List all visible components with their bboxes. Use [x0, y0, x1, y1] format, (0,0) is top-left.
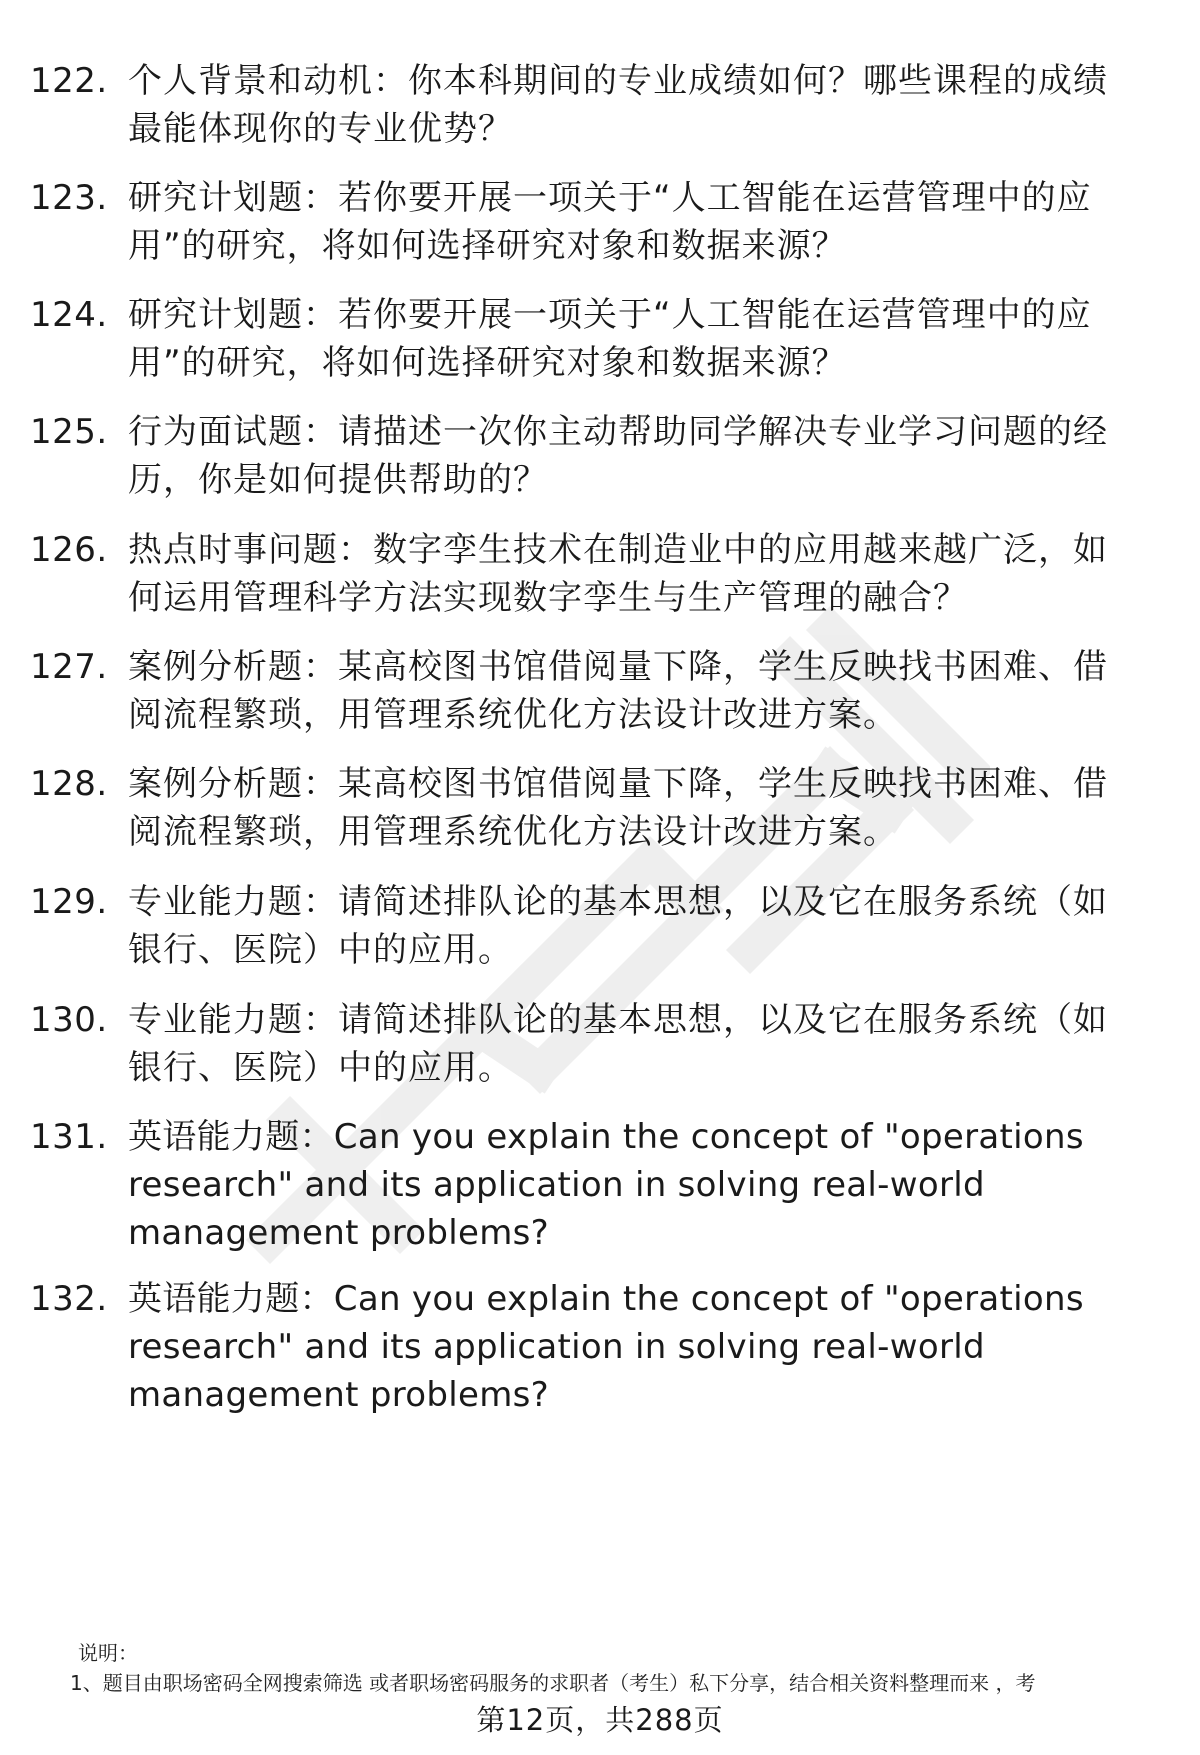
- question-text: 英语能力题：Can you explain the concept of "operations research" and its application in solving real-world management problems?: [128, 1279, 1084, 1415]
- question-item: [30, 174, 1170, 270]
- question-item: [30, 1113, 1170, 1257]
- question-item: [30, 760, 1170, 856]
- question-number: 132.: [30, 1279, 108, 1319]
- question-item: [30, 526, 1170, 622]
- question-text: 案例分析题：某高校图书馆借阅量下降，学生反映找书困难、借阅流程繁琐，用管理系统优化方法设计改进方案。: [128, 647, 1108, 735]
- question-number: 122.: [30, 61, 108, 101]
- question-text: 专业能力题：请简述排队论的基本思想，以及它在服务系统（如银行、医院）中的应用。: [128, 882, 1108, 970]
- question-number: 125.: [30, 412, 108, 452]
- question-text: 热点时事问题：数字孪生技术在制造业中的应用越来越广泛，如何运用管理科学方法实现数字孪生与生产管理的融合？: [128, 530, 1108, 618]
- question-item: [30, 408, 1170, 504]
- question-number: 130.: [30, 1000, 108, 1040]
- question-text: 英语能力题：Can you explain the concept of "operations research" and its application in solving real-world management problems?: [128, 1117, 1084, 1253]
- question-number: 126.: [30, 530, 108, 570]
- question-number: 131.: [30, 1117, 108, 1157]
- question-text: 案例分析题：某高校图书馆借阅量下降，学生反映找书困难、借阅流程繁琐，用管理系统优化方法设计改进方案。: [128, 764, 1108, 852]
- question-item: [30, 291, 1170, 387]
- question-item: [30, 1275, 1170, 1419]
- notes-heading: 说明：: [78, 1641, 138, 1665]
- question-text: 专业能力题：请简述排队论的基本思想，以及它在服务系统（如银行、医院）中的应用。: [128, 1000, 1108, 1088]
- question-text: 研究计划题：若你要开展一项关于“人工智能在运营管理中的应用”的研究，将如何选择研究对象和数据来源？: [128, 295, 1092, 383]
- notes-item: 1、题目由职场密码全网搜索筛选 或者职场密码服务的求职者（考生）私下分享，结合相关资料整理而来 ，考: [70, 1671, 1036, 1695]
- question-number: 127.: [30, 647, 108, 687]
- question-item: [30, 643, 1170, 739]
- question-number: 129.: [30, 882, 108, 922]
- question-number: 124.: [30, 295, 108, 335]
- question-item: [30, 878, 1170, 974]
- question-text: 研究计划题：若你要开展一项关于“人工智能在运营管理中的应用”的研究，将如何选择研究对象和数据来源？: [128, 178, 1092, 266]
- page-number: 第12页，共288页: [476, 1703, 724, 1737]
- question-item: [30, 57, 1170, 153]
- question-text: 个人背景和动机：你本科期间的专业成绩如何？哪些课程的成绩最能体现你的专业优势？: [128, 61, 1108, 149]
- question-text: 行为面试题：请描述一次你主动帮助同学解决专业学习问题的经历，你是如何提供帮助的？: [128, 412, 1108, 500]
- question-number: 123.: [30, 178, 108, 218]
- question-number: 128.: [30, 764, 108, 804]
- question-item: [30, 996, 1170, 1092]
